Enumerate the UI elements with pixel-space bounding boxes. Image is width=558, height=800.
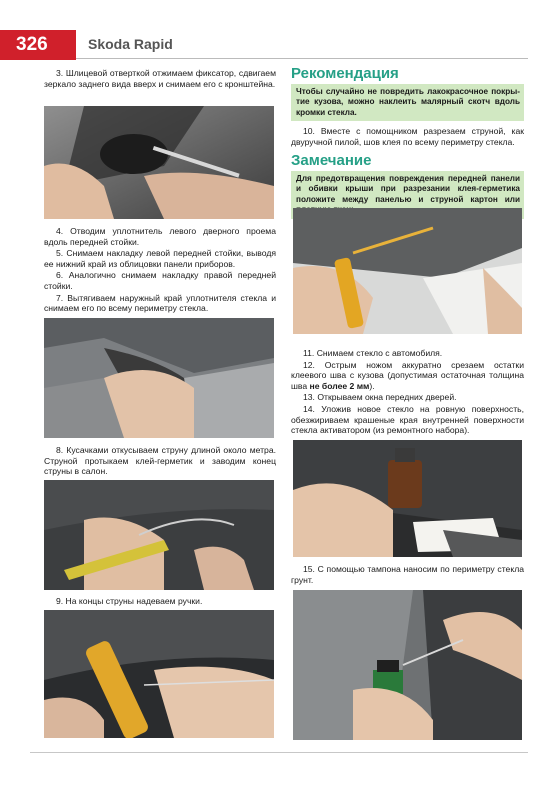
step-13-text: 13. Открываем окна передних дверей. (303, 392, 457, 403)
step-11-text: 11. Снимаем стекло с автомобиля. (303, 348, 443, 358)
page-number-badge (0, 30, 76, 60)
page-number: 326 (16, 34, 48, 55)
photo-primer-swab (293, 590, 522, 740)
note-text: Для предотвращения повреждения передней панели и обивки крыши при разрезании клея-герметика положите между панелью и струной картон или (296, 174, 520, 204)
step-3-text: 3. Шлицевой отверткой отжимаем фиксатор, сдвигаем зеркало заднего вида вверх и снимаем его с кронштейна. (44, 68, 276, 89)
step-10-text: 10. Вместе с помощником разрезаем струной, как двуручной пилой, шов клея по всему периметру стекла. (291, 126, 524, 147)
step-12-limit: не более 2 мм (309, 380, 370, 391)
step-8-block (44, 445, 276, 478)
recommendation-box (291, 84, 524, 121)
photo-seal-removal (44, 318, 274, 438)
photo-cutting-tool (293, 208, 522, 334)
steps-4-7-block (44, 226, 276, 315)
photo-mirror-removal (44, 106, 274, 219)
step-12-part-c: ). (369, 380, 375, 391)
step-15-block (291, 564, 524, 586)
step-8-text: 8. Кусачками откусываем струну длиной около метра. Струной протыкаем клей-герметик и заводим конец струны в салон. (44, 445, 276, 477)
recommendation-text: Чтобы случайно не повредить лакокрасочное покрытие кузова, можно наклеить малярный скотч вдоль кромки стекла. (296, 87, 520, 117)
steps-11-14-block (291, 348, 524, 437)
step-5-text: 5. Снимаем накладку левой передней стойки, выводя ее нижний край из облицовки панели приборов. (44, 248, 276, 269)
step-3-block (44, 68, 276, 90)
photo-wire-cutting (44, 480, 274, 590)
photo-activator-bottle (293, 440, 522, 557)
step-14-text: 14. Уложив новое стекло на ровную поверхность, обезжириваем крашеные края внутренней поверхности стекла активатором (из ремонтного набора). (291, 403, 524, 436)
footer-divider (30, 752, 528, 753)
recommendation-title: Рекомендация (291, 65, 399, 82)
step-9-block (44, 596, 276, 608)
book-title: Skoda Rapid (88, 36, 173, 52)
step-6-text: 6. Аналогично снимаем накладку правой передней стойки. (44, 270, 276, 291)
step-12-part-a: 12. Острым ножом аккуратно срезаем остатки клеевого шва с кузова (допустимая остаточная толщина шва (291, 359, 524, 391)
note-title: Замечание (291, 152, 372, 169)
step-4-text: 4. Отводим уплотнитель левого дверного проема вдоль передней стойки. (44, 226, 276, 247)
photo-wire-handle (44, 610, 274, 738)
step-10-block (291, 126, 524, 148)
header-divider (76, 58, 528, 59)
step-7-text: 7. Вытягиваем наружный край уплотнителя стекла и снимаем его по всему периметру стекла. (44, 292, 276, 314)
step-12-text (291, 360, 524, 392)
step-9-text: 9. На концы струны надеваем ручки. (56, 596, 203, 606)
step-15-text: 15. С помощью тампона наносим по периметру стекла грунт. (291, 564, 524, 585)
